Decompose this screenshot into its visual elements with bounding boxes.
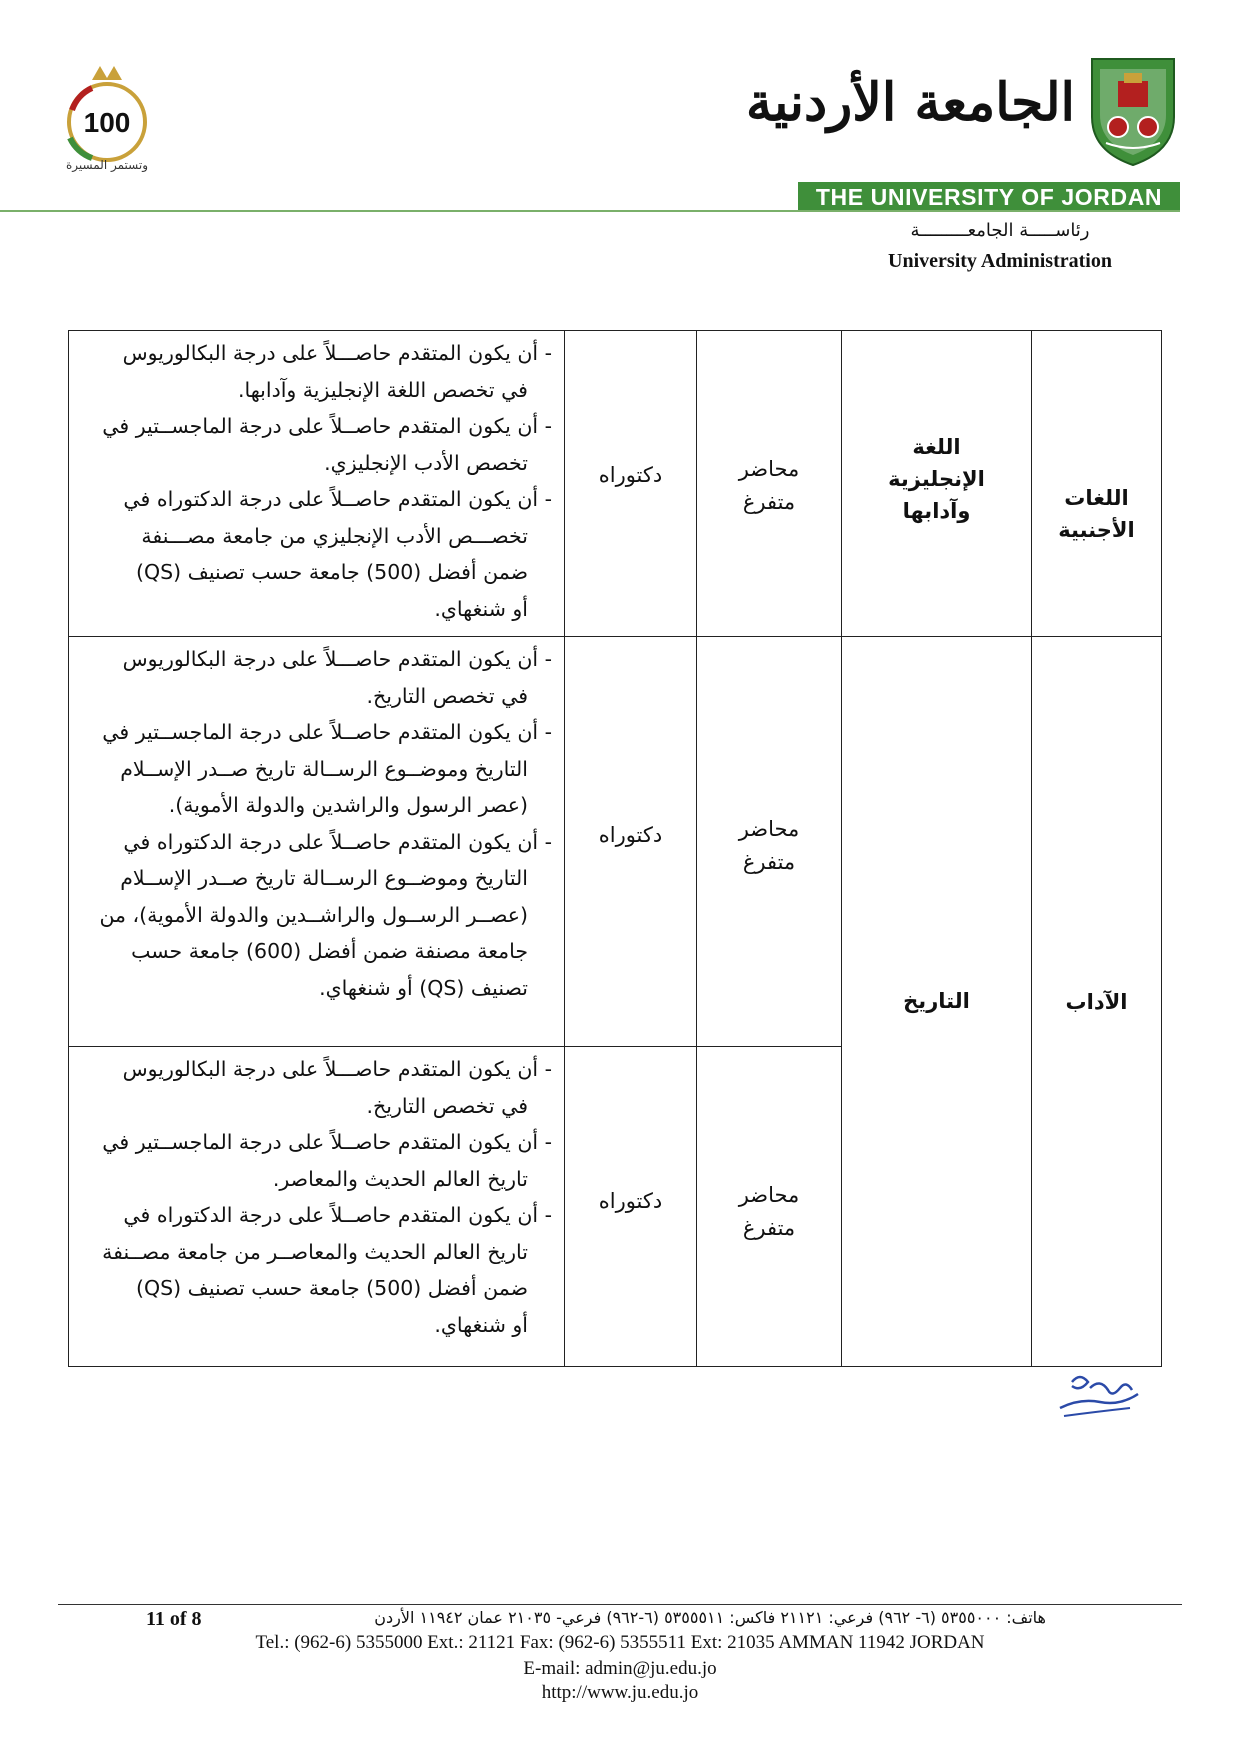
requirement-line: - أن يكون المتقدم حاصــلاً على درجة الدكتوراه في: [123, 1203, 552, 1227]
requirement-line: (عصر الرسول والراشدين والدولة الأموية).: [168, 793, 528, 817]
college-label: اللغات الأجنبية: [1058, 485, 1135, 542]
college-label: الآداب: [1065, 989, 1128, 1014]
centennial-slogan: وتستمر المسيرة: [66, 158, 148, 172]
requirement-line: تصنيف (QS) أو شنغهاي.: [319, 975, 528, 1000]
degree-cell: [565, 1047, 697, 1367]
college-cell: [1032, 637, 1162, 1367]
degree-cell: [565, 331, 697, 637]
requirement-line: - أن يكون المتقدم حاصـــلاً على درجة البكالوريوس: [122, 341, 552, 365]
requirement-line: في تخصص اللغة الإنجليزية وآدابها.: [237, 377, 528, 402]
requirements-cell: [69, 1047, 565, 1367]
header-divider: [0, 210, 1180, 212]
major-label: اللغة الإنجليزية وآدابها: [888, 435, 985, 523]
requirement-line: التاريخ وموضــوع الرســالة تاريخ صــدر الإســلام: [120, 756, 528, 781]
degree-label: دكتوراه: [598, 1189, 663, 1213]
requirement-line: ضمن أفضل (500) جامعة حسب تصنيف (QS): [135, 1276, 528, 1300]
rank-cell: [697, 331, 842, 637]
footer-divider: [58, 1604, 1182, 1605]
requirement-line: - أن يكون المتقدم حاصــلاً على درجة الماجســتير في: [102, 720, 552, 744]
rank-line-1: محاضر: [738, 1183, 800, 1207]
signature-icon: [1050, 1368, 1145, 1424]
requirements-cell: [69, 637, 565, 1047]
requirement-line: في تخصص التاريخ.: [366, 1093, 528, 1118]
rank-line-2: متفرغ: [742, 1216, 796, 1240]
requirement-line: ضمن أفضل (500) جامعة حسب تصنيف (QS): [135, 560, 528, 584]
office-name-en: University Administration: [888, 250, 1112, 272]
rank-line-2: متفرغ: [742, 490, 796, 514]
footer-email: E-mail: admin@ju.edu.jo: [523, 1658, 717, 1679]
major-cell: [842, 637, 1032, 1367]
page-number: 11 of 8: [146, 1608, 202, 1630]
requirement-line: تخصص الأدب الإنجليزي.: [324, 450, 528, 475]
requirement-line: التاريخ وموضــوع الرســالة تاريخ صــدر الإســلام: [120, 866, 528, 890]
requirement-line: تخصـــص الأدب الإنجليزي من جامعة مصـــنفة: [141, 523, 528, 548]
rank-line-2: متفرغ: [742, 850, 796, 874]
requirement-line: تاريخ العالم الحديث والمعاصر.: [272, 1166, 528, 1191]
requirement-line: - أن يكون المتقدم حاصـــلاً على درجة البكالوريوس: [122, 647, 552, 671]
vacancies-table: [68, 330, 1162, 1367]
requirement-line: جامعة مصنفة ضمن أفضل (600) جامعة حسب: [131, 939, 528, 963]
university-name-en: THE UNIVERSITY OF JORDAN: [798, 182, 1180, 212]
major-cell: [842, 331, 1032, 637]
office-name-ar: رئاســـــة الجامعـــــــــة: [910, 220, 1090, 241]
footer-contact-en: Tel.: (962-6) 5355000 Ext.: 21121 Fax: (962-6) 5355511 Ext: 21035 AMMAN 11942 JORDAN: [255, 1632, 985, 1653]
requirement-line: تاريخ العالم الحديث والمعاصــر من جامعة مصــنفة: [102, 1239, 528, 1264]
requirement-line: في تخصص التاريخ.: [366, 683, 528, 708]
rank-line-1: محاضر: [738, 457, 800, 481]
rank-line-1: محاضر: [738, 817, 800, 841]
centennial-number: 100: [83, 107, 131, 138]
degree-cell: [565, 637, 697, 1047]
degree-label: دكتوراه: [598, 823, 663, 847]
footer-contact-ar: هاتف: ٥٣٥٥٠٠٠ (٦- ٩٦٢) فرعي: ٢١١٢١ فاكس: ٥٣٥٥٥١١ (٦-٩٦٢) فرعي- ٢١٠٣٥ عمان ١١٩٤٢ الأردن: [374, 1608, 1046, 1627]
requirements-cell: [69, 331, 565, 637]
requirement-line: - أن يكون المتقدم حاصـــلاً على درجة البكالوريوس: [122, 1057, 552, 1081]
rank-cell: [697, 637, 842, 1047]
requirement-line: - أن يكون المتقدم حاصــلاً على درجة الدكتوراه في: [123, 487, 552, 511]
table-row: [69, 637, 1162, 1047]
requirement-line: أو شنغهاي.: [434, 596, 528, 621]
requirement-line: - أن يكون المتقدم حاصــلاً على درجة الماجســتير في: [102, 414, 552, 438]
major-label: التاريخ: [903, 989, 970, 1013]
requirement-line: - أن يكون المتقدم حاصــلاً على درجة الماجســتير في: [102, 1130, 552, 1154]
university-name-ar: الجامعة الأردنية: [745, 72, 1075, 133]
requirement-line: (عصــر الرســول والراشــدين والدولة الأموية)، من: [99, 902, 528, 927]
university-crest-icon: [1088, 55, 1178, 167]
requirement-line: - أن يكون المتقدم حاصــلاً على درجة الدكتوراه في: [123, 829, 552, 854]
degree-label: دكتوراه: [598, 463, 663, 487]
requirement-line: أو شنغهاي.: [434, 1312, 528, 1337]
rank-cell: [697, 1047, 842, 1367]
college-cell: [1032, 331, 1162, 637]
table-row: [69, 331, 1162, 637]
footer-website: http://www.ju.edu.jo: [541, 1682, 699, 1703]
